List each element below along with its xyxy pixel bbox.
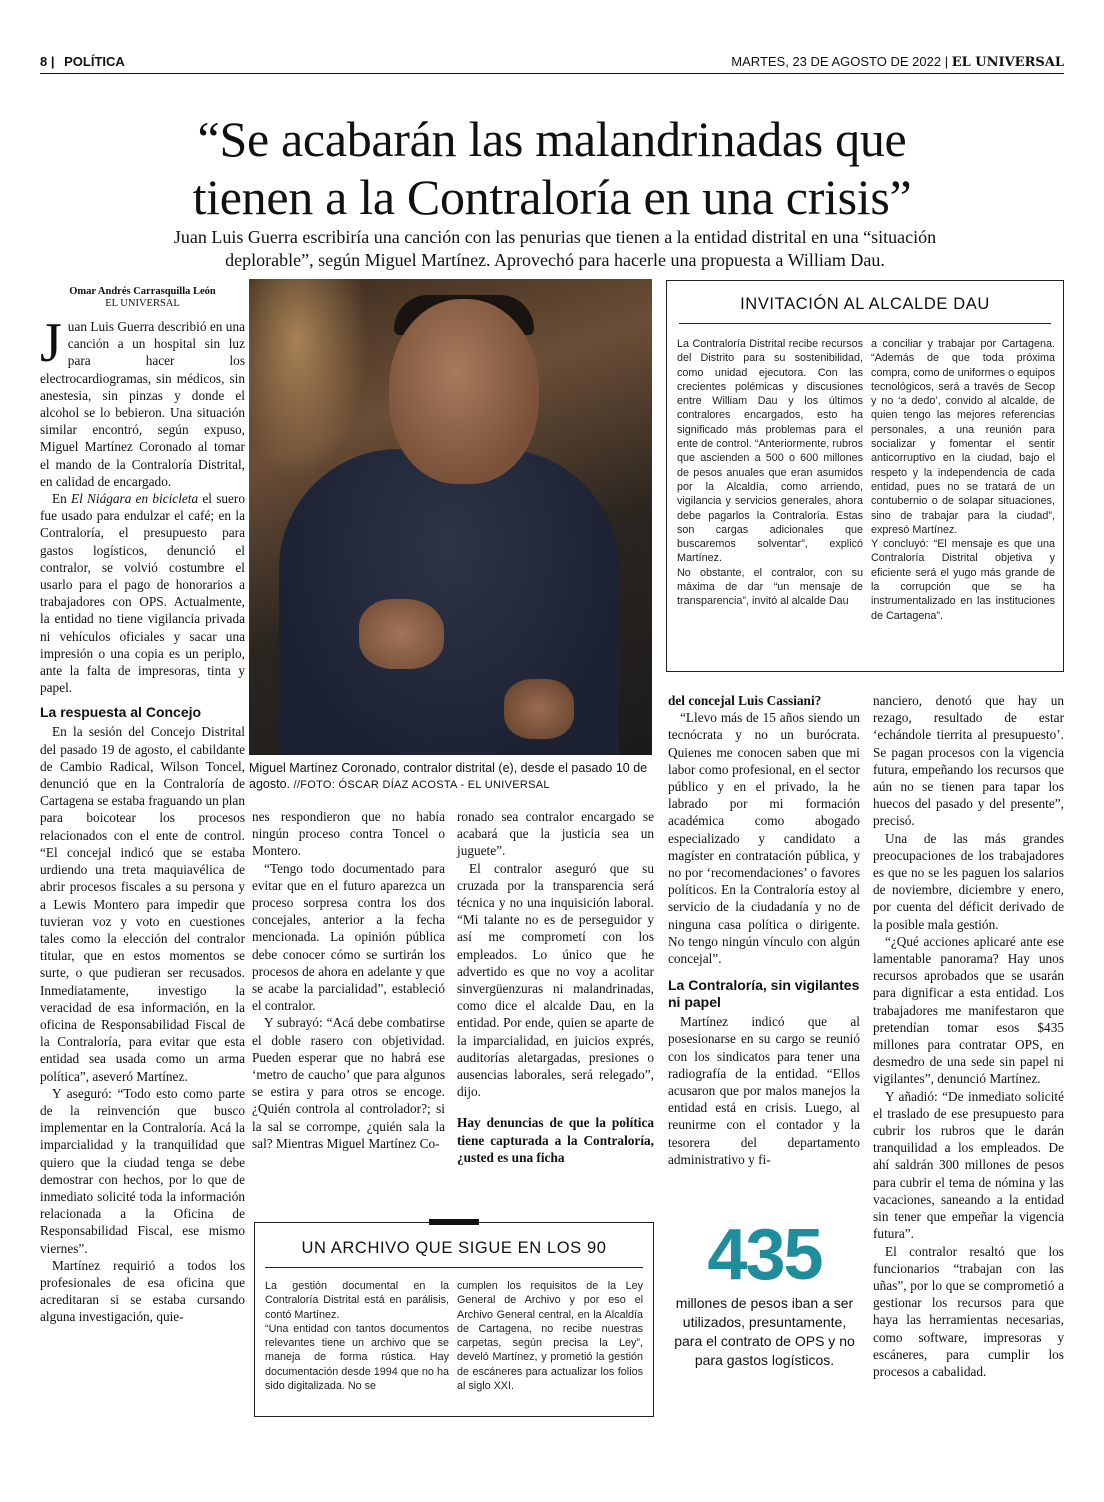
headline xyxy=(40,110,1064,226)
header-left: 8 | POLÍTICA xyxy=(40,54,125,69)
paragraph: Martínez indicó que al posesionarse en su cargo se reunió con los sindicatos para tener una radiografía de la entidad. “Ellos acusaron que por malos manejos la entidad está en crisis. Luego, al reunirme con el contador y la tesorera del departamento administrativo y fi- xyxy=(668,1014,860,1167)
interview-question: Hay denuncias de que la política tiene capturada a la Contraloría, ¿usted es una ficha xyxy=(457,1115,654,1165)
sidebar-right-column xyxy=(871,337,1055,623)
divider xyxy=(679,323,1051,324)
paragraph: nes respondieron que no había ningún proceso contra Toncel o Montero. xyxy=(252,809,445,859)
paragraph: No obstante, el contralor, con su máxima de dar “un mensaje de transparencia”, invitó al alcalde Dau xyxy=(677,566,863,608)
paragraph: Y aseguró: “Todo esto como parte de la reinvención que busco implementar en la Contraloría. Acá la imparcialidad y la tranquilidad que quiero que la ciudad tenga se debe demostrar con hechos, por lo que de inmediato solicité toda la información relacionada a la Oficina de Responsabilidad Fiscal, ese mismo viernes”. xyxy=(40,1085,245,1256)
subhead: La respuesta al Concejo xyxy=(40,704,202,721)
sidebar-archive xyxy=(254,1222,654,1417)
sidebar-title: UN ARCHIVO QUE SIGUE EN LOS 90 xyxy=(301,1239,607,1257)
header-right: MARTES, 23 DE AGOSTO DE 2022 | EL UNIVERSAL xyxy=(731,54,1064,70)
stat-description: millones de pesos iban a ser utilizados, presuntamente, para el contrato de OPS y no para gastos logísticos. xyxy=(674,1295,855,1368)
publication-name: EL UNIVERSAL xyxy=(951,55,1064,70)
byline-name: Omar Andrés Carrasquilla León xyxy=(69,286,216,297)
stat-value: 435 xyxy=(707,1215,822,1295)
paragraph: cumplen los requisitos de la Ley General de Archivo y por eso el Archivo General central, en la Alcaldía de Cartagena, no recibe nuestras carpetas, según precisa la Ley”, develó Martínez, y prometió la gestión de escáneres para actualizar los folios al siglo XXI. xyxy=(457,1280,643,1393)
sidebar-left-column xyxy=(265,1279,449,1393)
paragraph: La gestión documental en la Contraloría Distrital está en parálisis, contó Martínez. xyxy=(265,1280,449,1321)
sidebar-invitation xyxy=(666,280,1064,672)
stat-callout xyxy=(672,1215,857,1370)
photo-credit: //FOTO: ÓSCAR DÍAZ ACOSTA - EL UNIVERSAL xyxy=(293,779,550,791)
paragraph: ronado sea contralor encargado se acabará que la justicia sea un juguete”. xyxy=(457,809,654,859)
paragraph: “¿Qué acciones aplicaré ante ese lamentable panorama? Hay unos recursos aprobados que se usarán para dignificar a esta entidad. Los trabajadores me manifestaron que pretendían tomar esos $435 millones para contratar OPS, en desmedro de una sede sin papel ni vigilantes”, denunció Martínez. xyxy=(873,933,1064,1087)
paragraph: Martínez requirió a todos los profesionales de esa oficina que acreditaran si se estaba cursando alguna investigación, quie- xyxy=(40,1257,245,1325)
sidebar-right-column xyxy=(457,1279,643,1393)
paragraph: Una de las más grandes preocupaciones de los trabajadores es que no se les paguen los salarios de noviembre, diciembre y enero, por cuenta del déficit derivado de la posible mala gestión. xyxy=(873,830,1064,932)
paragraph: Y subrayó: “Acá debe combatirse el doble rasero con objetividad. Pueden esperar que no habrá ese ‘metro de caucho’ que para algunos se estira y para otros se encoge. ¿Quién controla al controlador?; si la sal se corrompe, ¿quién sala la sal? Mientras Miguel Martínez Co- xyxy=(252,1015,445,1151)
sidebar-left-column xyxy=(677,337,863,609)
page-number: 8 xyxy=(40,54,48,69)
article-column-5 xyxy=(873,692,1064,1380)
paragraph: a conciliar y trabajar por Cartagena. “Además de que toda próxima compra, como de uniformes o equipos tecnológicos, será a través de Secop y no ‘a dedo’, convido al alcalde, de quien tengo las mejores referencias personales, a una reunión para socializar y fomentar el sentir anticorruptivo en la ciudad, bajo el respeto y la independencia de cada entidad, pues no se tratará de un contubernio o de solapar situaciones, sino de trabajar para la ciudad”, expresó Martínez. xyxy=(871,338,1055,536)
drop-cap: J xyxy=(40,312,62,374)
byline-outlet: EL UNIVERSAL xyxy=(105,298,180,309)
article-column-2 xyxy=(252,808,445,1152)
deck: Juan Luis Guerra escribiría una canción con las penurias que tienen a la entidad distrital en una “situación deplorable”, según Miguel Martínez. Aprovechó para hacerle una propuesta a William Dau. xyxy=(173,227,937,270)
article-column-3 xyxy=(457,808,654,1166)
paragraph: El contralor aseguró que su cruzada por la transparencia será técnica y no una inquisición laboral. “Mi talante no es de perseguidor y así me comprometí con los empleados. Lo único que he advertido es que no voy a acolitar sinvergüenzuras ni malandrinadas, como dice el alcalde Dau, en la entidad. Por ende, quien se aparte de la imparcialidad, en juicios exprés, auditorías aletargadas, presiones o ausencias laborales, será relegado”, dijo. xyxy=(457,860,654,1100)
byline xyxy=(40,286,245,310)
interview-question-end: del concejal Luis Cassiani? xyxy=(668,693,822,708)
paragraph: nanciero, denotó que hay un rezago, resultado de estar ‘echándole tierrita al presupuesto’. Se pagan procesos con la vigencia futura, empeñando los recursos que aún no se tienen para tapar los huecos del pasado y del presente”, precisó. xyxy=(873,693,1064,829)
subhead: La Contraloría, sin vigilantes ni papel xyxy=(668,977,860,1011)
page-header xyxy=(40,52,1064,74)
paragraph: En El Niágara en bicicleta el suero fue usado para endulzar el café; en la Contraloría, el presupuesto para gastos logísticos, denunció el contralor, se volvió costumbre el usarlo para el pago de honorarios a trabajadores con OPS. Actualmente, la entidad no tiene vigilancia privada ni vehículos oficiales y sacar una impresión o una copia es un periplo, ante la falta de impresoras, tinta y papel. xyxy=(40,491,245,696)
paragraph: “Tengo todo documentado para evitar que en el futuro aparezca un proceso sorpresa contra los dos concejales, anterior a la fecha mencionada. La opinión pública debe conocer cómo se surtirán los procesos de ahora en adelante y que se acabe la parcialidad”, estableció el contralor. xyxy=(252,860,445,1014)
headline-line-1: “Se acabarán las malandrinadas que xyxy=(197,111,907,167)
paragraph: Juan Luis Guerra describió en una canción a un hospital sin luz para hacer los electrocardiogramas, sin médicos, sin anestesia, sin pinzas y donde el alcohol se lo bebieron. Una situación similar encontró, según expuso, Miguel Martínez Coronado al tomar el mando de la Contraloría Distrital, en calidad de encargado. xyxy=(40,312,245,489)
divider xyxy=(265,1267,643,1268)
paragraph: Y añadió: “De inmediato solicité el traslado de ese presupuesto para cubrir los rubros que le darán tranquilidad a los empleados. De ahí saldrán 300 millones de pesos para cubrir el tema de nómina y las vacaciones, saneando a la entidad sin tener que empeñar la vigencia futura”. xyxy=(873,1088,1064,1242)
article-column-1 xyxy=(40,312,245,1326)
paragraph: Y concluyó: “El mensaje es que una Contraloría Distrital objetiva y eficiente será el yugo más grande de la corrupción que se ha instrumentalizado en las instituciones de Cartagena”. xyxy=(871,538,1055,622)
divider xyxy=(429,1219,479,1225)
paragraph: En la sesión del Concejo Distrital del pasado 19 de agosto, el cabildante de Cambio Radical, Wilson Toncel, denunció que en la Contraloría de Cartagena se estaba fraguando un plan para boicotear los procesos relacionados con el ente de control. “El concejal indicó que se estaba urdiendo una treta maquiavélica de abrir procesos fiscales a su persona y a Lewis Montero para impedir que tuvieran voz y voto en cuestiones tales como la elección del contralor titular, que en estos momentos se surte, o que pudieran ser recusados. Inmediatamente, investigo la veracidad de esa información, en la oficina de Responsabilidad Fiscal de la Contraloría, para evitar que esta entidad sea usada como un arma política”, aseveró Martínez. xyxy=(40,724,245,1084)
issue-date: MARTES, 23 DE AGOSTO DE 2022 xyxy=(731,54,942,69)
contralor-photo xyxy=(249,279,652,755)
section-name: POLÍTICA xyxy=(64,54,125,69)
sidebar-title: INVITACIÓN AL ALCALDE DAU xyxy=(740,295,990,313)
headline-line-2: tienen a la Contraloría en una crisis” xyxy=(192,169,912,225)
photo-hand xyxy=(359,599,444,669)
book-title: El Niágara en bicicleta xyxy=(71,491,199,507)
photo-caption xyxy=(249,760,654,793)
paragraph: El contralor resaltó que los funcionarios “trabajan con las uñas”, por lo que se comprometió a gestionar los recursos para que haya las herramientas necesarias, como software, impresoras y escáneres, para cumplir los procesos a cabalidad. xyxy=(873,1243,1064,1379)
article-column-4 xyxy=(668,692,860,1168)
paragraph: La Contraloría Distrital recibe recursos del Distrito para su sostenibilidad, como unidad ejecutora. Con las crecientes polémicas y discusiones entre William Dau y los últimos contralores encargados, esto ha significado más problemas para el ente de control. “Anteriormente, rubros que ascienden a 500 o 600 millones de pesos anuales que eran asumidos por la Alcaldía, como arriendo, vigilancia y servicios generales, ahora debe pagarlos la Contraloría. Estas son cargas adicionales que buscaremos solventar”, explicó Martínez. xyxy=(677,338,863,565)
photo-face xyxy=(389,299,539,484)
paragraph: “Llevo más de 15 años siendo un tecnócrata y no un burócrata. Quienes me conocen saben que mi labor como profesional, en el sector público y en el privado, la he labrado por mi formación académica como abogado especializado y candidato a magíster en contratación pública, y no por ‘recomendaciones’ o favores políticos. En la Contraloría estoy al servicio de la ciudadanía y no de ninguna casa política o dirigente. No tengo ningún vínculo con algún concejal”. xyxy=(668,710,860,967)
paragraph: “Una entidad con tantos documentos relevantes tiene un archivo que se maneja de forma rústica. Hay documentación desde 1994 que no ha sido digitalizada. No se xyxy=(265,1322,449,1393)
caption-text: Miguel Martínez Coronado, contralor distrital (e), desde el pasado 10 de agosto. xyxy=(249,761,648,791)
